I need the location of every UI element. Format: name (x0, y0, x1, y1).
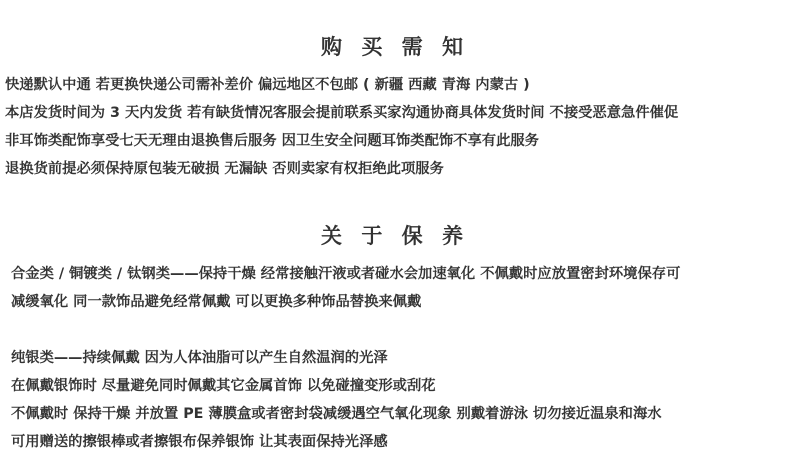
care-notice-line: 纯银类——持续佩戴 因为人体油脂可以产生自然温润的光泽 (11, 350, 388, 366)
care-notice-line: 在佩戴银饰时 尽量避免同时佩戴其它金属首饰 以免碰撞变形或刮花 (11, 378, 436, 394)
care-notice-line: 减缓氧化 同一款饰品避免经常佩戴 可以更换多种饰品替换来佩戴 (11, 294, 422, 310)
care-notice-line: 不佩戴时 保持干燥 并放置 PE 薄膜盒或者密封袋减缓遇空气氧化现象 别戴着游泳 切勿接近温泉和海水 (11, 406, 662, 422)
purchase-notice-line: 快递默认中通 若更换快递公司需补差价 偏远地区不包邮 ( 新疆 西藏 青海 内蒙古 ) (5, 77, 530, 93)
care-notice-line: 合金类 / 铜镀类 / 钛钢类——保持干燥 经常接触汗液或者碰水会加速氧化 不佩戴时应放置密封环境保存可 (11, 266, 681, 282)
purchase-notice-line: 本店发货时间为 3 天内发货 若有缺货情况客服会提前联系买家沟通协商具体发货时间 不接受恶意急件催促 (5, 105, 679, 121)
care-notice-title: 关 于 保 养 (321, 224, 469, 248)
purchase-notice-title: 购 买 需 知 (321, 35, 469, 59)
purchase-notice-line: 退换货前提必须保持原包装无破损 无漏缺 否则卖家有权拒绝此项服务 (5, 161, 444, 177)
purchase-notice-line: 非耳饰类配饰享受七天无理由退换售后服务 因卫生安全问题耳饰类配饰不享有此服务 (5, 133, 539, 149)
care-notice-line: 可用赠送的擦银棒或者擦银布保养银饰 让其表面保持光泽感 (11, 434, 388, 450)
